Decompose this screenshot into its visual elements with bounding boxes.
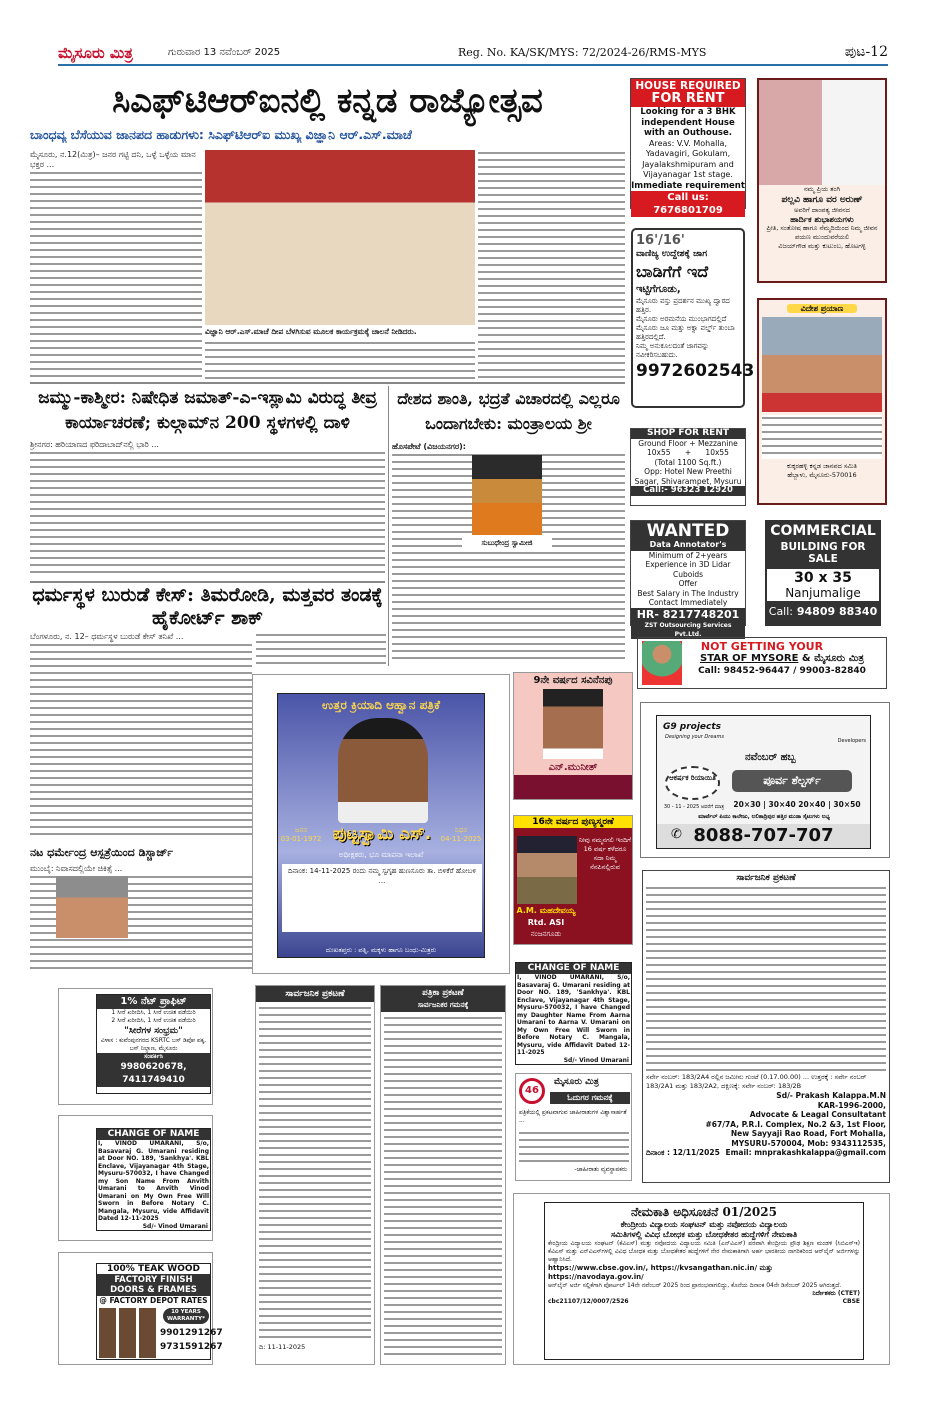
divider [388,386,389,666]
videsha-line1: ಕುಕ್ಕರಹಳ್ಳಿ ಕನ್ನಡ ಜಾನಪದ ಸಮಿತಿ [787,462,857,470]
shop-title: SHOP FOR RENT [631,429,745,439]
jammu-body-start: ಶ್ರೀನಗರ: ಹರಿಯಾಣದ ಫರಿದಾಬಾದ್‌ನಲ್ಲಿ ಭಾರಿ ... [30,440,159,449]
wanted-ad [630,520,746,638]
profit-title: 1% ನೆಟ್ ಪ್ರಾಫಿಟ್ [97,995,210,1009]
dharmendra-body-start: ಮುಂಬೈ: ನಿವಾಸದಲ್ಲಿಯೇ ಚಿಕಿತ್ಸೆ ... [30,864,123,873]
name-son-body: I, VINOD UMARANI, S/o, Basavaraj G. Umarani residing at Door NO. 189, 'Sankhya'. KBL Enclave, Vijayanagar 4th Stage, Mysuru-570032, I have Changed my Son Name From Anvith Umarani to Anvith Vinod Umarani on My Own Free Will Sworn in Before Notary C. Mangala, Mysuru, vide Affidavit Dated 12-11-2025 [98,1140,209,1222]
memorial-ad-2 [513,815,633,945]
patrika-sub: ಸಾರ್ವಜನಿಕರ ಗಮನಕ್ಕೆ [417,1001,469,1009]
public1-date: ದಿ: 11-11-2025 [259,1343,306,1351]
recruit-body: ಕೇಂದ್ರೀಯ ವಿದ್ಯಾಲಯ ಸಂಘಟನ್ (ಕೆವಿಎಸ್) ಮತ್ತು ನವೋದಯ ವಿದ್ಯಾಲಯ ಸಮಿತಿ (ಎನ್‌ವಿಎಸ್) ಪರವಾಗಿ ಕೇಂದ್ರೀಯ ಪ್ರೌಢ ಶಿಕ್ಷಣ ಮಂಡಳಿ (ಸಿಬಿಎಸ್‌ಇ) ಕೆವಿಎಸ್ ಮತ್ತು ಎನ್‌ವಿಎಸ್‌ಗಳಲ್ಲಿ ವಿವಿಧ ಬೋಧಕ ಮತ್ತು ಬೋಧಕೇತರ ಹುದ್ದೆಗಳಿಗೆ ನೇರ ನೇಮಕಾತಿಗಾಗಿ ಅರ್ಹ ಭಾರತೀಯ ನಾಗರಿಕರಿಂದ ಆನ್‌ಲೈನ್ ಅರ್ಜಿಗಳನ್ನು ಆಹ್ವಾನಿಸಿದೆ. [548,1240,860,1263]
obituary-ad [252,674,510,974]
recruit-title: ನೇಮಕಾತಿ ಅಧಿಸೂಚನೆ 01/2025 [631,1205,777,1219]
shop-16-ad [631,228,755,408]
readers-notice [515,1073,632,1181]
shop-line3: (Total 1100 Sq.ft.) [654,457,722,467]
obituary-designation: ಅಧೀಕ್ಷಕರು, ಭೂ ಮಾಪನಾ ಇಲಾಖೆ [338,850,424,859]
profit-contact: ಸಂಪರ್ಕಿಸಿ [144,1053,163,1060]
house-line2: independent House [641,117,735,128]
g9-logo: G9 projects [663,722,722,732]
wedding-wishes-ad [757,78,887,283]
change-of-name-son [58,1115,213,1241]
house-call: Call us: 7676801709 [631,191,745,217]
public2-addr3: MYSURU-570004, Mob: 9343112535, [731,1138,886,1148]
g9-deadline: 30 - 11 - 2025 ಅವರೆಗೆ ಮಾತ್ರ [663,804,725,810]
recruitment-notice [513,1193,890,1365]
recruit-director: ನಿರ್ದೇಶಕರು (CTET) [812,1290,860,1297]
teak-phone1: 9901291267 [160,1328,223,1338]
memorial2-photo [517,836,577,904]
g9-project-name: ಪೂರ್ವ ಶೆಲ್ಟರ್ಸ್ [732,770,852,792]
obituary-name: ಪುಟ್ಟಸ್ವಾಮಿ ಎಸ್. [332,824,432,844]
divider [30,581,385,583]
reader-sign: -ಜಾಹೀರಾತು ವ್ಯವಸ್ಥಾಪಕರು [574,1166,627,1173]
memorial2-text: ನೀವು ನಮ್ಮನಗಲಿ ಇಂದಿಗೆ 16 ವರ್ಷ ಕಳೆದರೂ ಸದಾ ನಿಮ್ಮ ನೆನಪಿನಲ್ಲಿರುವ [579,836,631,871]
mantralaya-body-start: ಹೊಸಪೇಟೆ (ವಿಜಯನಗರ): [392,442,466,451]
lead-subhead: ಬಾಂಧವ್ಯ ಬೆಸೆಯುವ ಜಾನಪದ ಹಾಡುಗಳು: ಸಿಎಫ್‌ಟಿಆರ್‌ಐ ಮುಖ್ಯ ವಿಜ್ಞಾನಿ ಆರ್.ಎಸ್.ಮಾಚೆ [30,127,412,142]
commercial-size: 30 x 35 [794,570,852,586]
shop16-place: ಇಟ್ಟಿಗೆಗೂಡು, [636,284,681,295]
name-daughter-body: I, VINOD UMARANI, S/o, Basavaraj G. Umarani residing at Door NO. 189, 'Sankhya'. KBL Enclave, Vijayanagar 4th Stage, Mysuru-570032, I have Changed my Daughter Name From Aarna Umarani to Aarna V. Umarani on My Own Free Will Sworn in Before Notary C. Mangala, Mysuru, vide Affidavit Dated 12-11-2025 [517,974,630,1056]
wanted-hr-phone: HR- 8217748201 [631,608,745,621]
obituary-born [280,826,322,843]
wanted-title: WANTED [646,521,730,541]
reader-brand: ಮೈಸೂರು ಮಿತ್ರ [554,1077,599,1087]
commercial-building-ad [765,520,881,626]
shop16-big: ಬಾಡಿಗೆಗೆ ಇದೆ [636,262,709,281]
commercial-call: 94809 88340 [796,605,878,618]
notgetting-amp: & [801,653,811,664]
page-number: ಪುಟ-12 [844,44,888,60]
shop16-point: ಮೈಸೂರು ವಸ್ತು ಪ್ರದರ್ಶನ ಮುಖ್ಯ ದ್ವಾರದ ಹತ್ತಿರ. [636,297,730,314]
shop16-line1: ವಾಣಿಜ್ಯ ಉದ್ದೇಶಕ್ಕೆ ಜಾಗ [636,249,708,259]
dharmendra-photo [56,876,128,938]
public-notice-1 [255,985,375,1365]
commercial-line2: BUILDING FOR SALE [780,541,866,565]
memorial2-title: 16ನೇ ವರ್ಷದ ಪುಣ್ಯಸ್ಮರಣೆ [514,816,632,828]
notgetting-call: Call: 98452-96447 / 99003-82840 [698,666,866,676]
phone-icon: ✆ [671,827,682,842]
name-son-sign: Sd/- Vinod Umarani [142,1222,208,1230]
public2-kar: KAR-1996-2000, [817,1100,886,1110]
couple-line1: ನಮ್ಮ ಪ್ರಿಯ ತಂಗಿ [803,185,841,193]
house-title2: FOR RENT [651,91,725,106]
v-developers-logo: Developers [837,738,866,744]
dharmasthala-body [30,632,252,840]
saree-offer-ad [58,988,213,1105]
teak-warranty: 10 YEARS WARRANTY* [163,1308,209,1324]
house-line3: with an Outhouse. [644,128,732,138]
obituary-died [440,826,482,843]
wanted-line5: Contact Immediately [648,598,728,607]
wanted-line2: Experience in 3D Lidar Cuboids [645,560,731,579]
public2-addr2: New Sayyaji Rao Road, Fort Mohalla, [730,1129,886,1138]
door-images [99,1308,159,1358]
notgetting-star: STAR OF MYSORE [700,653,799,664]
memorial2-rank: Rtd. ASI [527,918,565,927]
patrika-text [384,1015,502,1355]
g9-phone: 8088-707-707 [693,825,834,846]
shop16-phone: 9972602543 [636,361,755,381]
shop16-point: ನಿಮ್ಮ ಅನುಕೂಲದಂತೆ ಜಾಗವನ್ನು ನವೀಕರಿಸಬಹುದು. [636,342,709,359]
shop-for-rent-ad [630,428,746,506]
wanted-line3: Offer [678,579,698,588]
mantralaya-headline: ದೇಶದ ಶಾಂತಿ, ಭದ್ರತೆ ವಿಚಾರದಲ್ಲಿ ಎಲ್ಲರೂ ಒಂದಾಗಬೇಕು: ಮಂತ್ರಾಲಯ ಶ್ರೀ [397,389,620,433]
subscription-ad [637,637,887,689]
public2-sign: Sd/- Prakash Kalappa.M.N [776,1091,886,1100]
divider [30,382,625,384]
newsboy-icon [642,641,682,685]
g9-location: ಮಾರ್ಟೆಲ್ ಪಿಯು ಕಾಲೇಜು, ಲಲಿತಾದ್ರಿಪುರ ಹತ್ತಿರ ಮುಡಾ ಸೈಟುಗಳು ಲಭ್ಯ [698,814,830,820]
lead-body-start: ಮೈಸೂರು, ನ.12(ಮಿತ್ರ)– ಜನರ ಗಟ್ಟಿ ದನಿ, ಒಳ್ಳೆ ಒಳ್ಳೆಯ ಮಾನ ಭಕ್ತರ ... [30,150,196,169]
public2-date: ದಿನಾಂಕ : 12/11/2025 [646,1148,720,1157]
dharmendra-headline: ನಟ ಧರ್ಮೇಂದ್ರ ಆಸ್ಪತ್ರೆಯಿಂದ ಡಿಸ್ಚಾರ್ಜ್ [30,846,173,859]
couple-names: ಪಲ್ಲವಿ ಹಾಗೂ ವರ ಅರುಣ್ [781,195,863,205]
change-of-name-daughter [515,962,632,1065]
videsha-title: ವಿದೇಶ ಪ್ರಯಾಣ [787,304,857,313]
public2-addr1: #67/7A, P.R.I. Complex, No.2 &3, 1st Floor, [705,1119,886,1129]
shop-line2: 10x55 + 10x55 [647,448,729,457]
profit-address: ವಿಳಾಸ : ಕುವೆಂಪುನಗರದ KSRTC ಬಸ್ ಡಿಪೋ ಪಕ್ಕ, ಬಸ್ ನಿಲ್ದಾಣ, ಮೈಸೂರು [100,1037,207,1052]
recruit-code: cbc21107/12/0007/2526 [548,1298,629,1305]
public2-email: Email: mnprakashkalappa@gmail.com [725,1148,886,1157]
lead-photo [205,150,475,325]
memorial1-photo [543,689,603,759]
wanted-sub: Data Annotator's [649,540,727,549]
name-daughter-title: CHANGE OF NAME [516,963,631,974]
couple-line4: ಪ್ರೀತಿ, ಸಂತೋಷ ಹಾಗೂ ನೆಮ್ಮದಿಯಿಂದ ನಿಮ್ಮ ಜೀವನ ಪಯಣ ಮುಂದುವರೆಯಲಿ [766,224,878,241]
recruit-sub1: ಕೇಂದ್ರೀಯ ವಿದ್ಯಾಲಯ ಸಂಘಟನ್ ಮತ್ತು ನವೋದಯ ವಿದ್ಯಾಲಯ [620,1220,788,1229]
shop-call: Call:- 96323 12920 [631,486,745,496]
recruit-tail: ಆನ್‌ಲೈನ್ ಅರ್ಜಿ ಸಲ್ಲಿಕೆಗಾಗಿ ಪೋರ್ಟಲ್ 14ನೇ ನವೆಂಬರ್ 2025 ರಿಂದ ಪ್ರಾರಂಭವಾಗಲಿದ್ದು, ಕೊನೆಯ ದಿನಾಂಕ 04ನೇ ಡಿಸೆಂಬರ್ 2025 ಆಗಿರುತ್ತದೆ. [548,1282,842,1289]
teak-line1: 100% TEAK WOOD [107,1264,200,1274]
died-date: 04-11-2025 [440,835,482,843]
videsha-photo [762,317,882,412]
lead-photo-caption: ವಿಜ್ಞಾನಿ ಆರ್.ಎಸ್.ಮಾಚೆ ದೀಪ ಬೆಳಗಿಸುವ ಮೂಲಕ ಕಾರ್ಯಕ್ರಮಕ್ಕೆ ಚಾಲನೆ ನೀಡಿದರು. [205,327,417,336]
died-label: ನಿಧನ [454,826,468,834]
reader-text [519,1130,629,1162]
swamiji-photo [472,455,542,535]
commercial-line1: COMMERCIAL [770,523,876,539]
lead-body-col3 [478,150,625,380]
shop16-point: ಮೈಸೂರು ಅರಮನೆಯ ಮುಂಭಾಗದಲ್ಲಿದೆ [636,315,727,323]
g9-festival: ನವೆಂಬರ್ ಹಬ್ಬ [745,752,796,763]
shop16-point: ಮೈಸೂರು ಜೂ ಮತ್ತು ಅಕ್ವಾ ವರ್ಲ್ಡ್ ತುಂಬಾ ಹತ್ತಿರದಲ್ಲಿದೆ. [636,324,735,341]
g9-offer-burst: ಆಕರ್ಷಕ ರಿಯಾಯಿತಿ [665,766,720,800]
recruit-org: CBSE [842,1298,860,1305]
videsha-text [762,415,882,459]
house-immediate: Immediate requirement [631,180,745,191]
public1-text [259,1005,371,1340]
wanted-line4: Best Salary in The Industry [637,588,739,598]
commercial-place: Nanjumalige [785,586,861,600]
shop16-size: 16'/16' [636,233,685,248]
public2-survey: ಸರ್ವೇ ನಂಬರ್: 183/2A4 ರಲ್ಲಿನ ಜಮೀನು ಗುಂಟೆ (0.17.00.00) ... ಉತ್ತರಕ್ಕೆ : ಸರ್ವೇ ನಂಬರ್ 183/2A1 ಮತ್ತು 183/2A2, ದಕ್ಷಿಣಕ್ಕೆ: ಸರ್ವೇ ನಂಬರ್: 183/2B [646,1073,867,1090]
g9-projects-ad [640,702,890,858]
g9-tagline: Designing your Dreams [665,734,724,740]
profit-line2: 2 ಸೀರೆ ಖರೀದಿಸಿ, 1 ಸೀರೆ ಉಚಿತ ಪಡೆಯಿರಿ [111,1017,196,1024]
profit-phone: 9980620678, 7411749410 [120,1062,187,1085]
dharmasthala-headline: ಧರ್ಮಸ್ಥಳ ಬುರುಡೆ ಕೇಸ್: ತಿಮರೋಡಿ, ಮತ್ತವರ ತಂಡಕ್ಕೆ ಹೈಕೋರ್ಟ್ ಶಾಕ್ [32,584,383,629]
videsha-line2: ಹೆಬ್ಬಾಳು, ಮೈಸೂರು-570016 [787,471,857,479]
teak-doors-ad [58,1252,223,1365]
obituary-photo [338,718,428,823]
masthead-logo: ಮೈಸೂರು ಮಿತ್ರ [58,44,133,62]
notgetting-mitra: ಮೈಸೂರು ಮಿತ್ರ [814,653,864,664]
shop-line4: Opp: Hotel New Preethi Sagar, Shivarampet, Mysuru [634,467,742,486]
registration-number: Reg. No. KA/SK/MYS: 72/2024-26/RMS-MYS [458,46,707,59]
dharmasthala-body-col2 [256,632,386,666]
memorial1-text [514,775,632,799]
memorial2-place: ನಂಜನಗೂಡು [530,930,562,938]
reader-body: ಪತ್ರಿಕೆಯಲ್ಲಿ ಪ್ರಕಟವಾಗುವ ಜಾಹೀರಾತುಗಳ ವಿಶ್ವಾಸಾರ್ಹತೆ ... [519,1109,627,1124]
masthead-bar [58,42,888,66]
memorial1-name: ಎನ್.ಮುನೀತ್ [548,762,598,773]
couple-photo [759,80,885,185]
born-date: 03-01-1972 [280,835,322,843]
recruit-sub2: ಸಮಿತಿಗಳಲ್ಲಿ ವಿವಿಧ ಬೋಧಕ ಮತ್ತು ಬೋಧಕೇತರ ಹುದ್ದೆಗಳಿಗೆ ನೇಮಕಾತಿ [610,1230,798,1239]
reader-title: ಓದುಗರ ಗಮನಕ್ಕೆ [550,1092,630,1104]
public2-title: ಸಾರ್ವಜನಿಕ ಪ್ರಕಟಣೆ [736,873,796,883]
lead-body-col2 [205,340,475,380]
lead-body-col1 [30,150,202,380]
swamiji-caption: ಸುಬುಧೇಂದ್ರ ಸ್ವಾಮೀಜಿ [462,538,552,548]
obituary-footer: ದುಃಖತಪ್ತರು : ಪತ್ನಿ, ಮಕ್ಕಳು ಹಾಗೂ ಬಂಧು-ಮಿತ್ರರು [325,946,437,954]
house-areas: Areas: V.V. Mohalla, Yadavagiri, Gokulam, Jayalakshmipuram and Vijayanagar 1st stage. [642,138,734,179]
anniversary-badge: 46 [519,1078,545,1104]
public2-role: Advocate & Leagal Consultatant [749,1110,886,1119]
memorial2-name: A.M. ಮಹದೇವಯ್ಯ [516,906,576,915]
commercial-call-label: Call: [768,605,794,618]
wanted-line1: Minimum of 2+years [648,550,728,560]
profit-line3: "ಸೀರೆಗಳ ಸಂಭ್ರಮ" [124,1026,183,1036]
teak-line4: @ FACTORY DEPOT RATES [99,1296,208,1305]
obituary-title: ಉತ್ತರ ಕ್ರಿಯಾದಿ ಆಹ್ವಾನ ಪತ್ರಿಕೆ [321,698,441,712]
g9-plot-sizes: 20×30 | 30×40 20×40 | 30×50 [733,800,861,809]
jammu-body [30,440,385,578]
memorial-ad-1 [513,672,633,800]
born-label: ಜನನ [294,826,308,834]
notgetting-line1: NOT GETTING YOUR [700,640,824,653]
house-title1: HOUSE REQUIRED [635,80,741,92]
public-notice-advocate [642,870,890,1183]
lead-headline: ಸಿಎಫ್‌ಟಿಆರ್‌ಐನಲ್ಲಿ ಕನ್ನಡ ರಾಜ್ಯೋತ್ಸವ [112,81,543,121]
g9-phone-row [657,824,870,848]
house-line1: Looking for a 3 BHK [640,107,736,117]
public2-text [646,885,886,1073]
obituary-body: ದಿನಾಂಕ: 14-11-2025 ರಂದು ನಮ್ಮ ಸ್ವಗೃಹ ಹುಣಸೂರು ತಾ. ಬಿಳಿಕೆರೆ ಹೋಬಳಿ ... [282,864,482,932]
jammu-headline: ಜಮ್ಮು-ಕಾಶ್ಮೀರ: ನಿಷೇಧಿತ ಜಮಾತ್-ಎ-ಇಸ್ಲಾಮಿ ವಿರುದ್ಧ ತೀವ್ರ ಕಾರ್ಯಾಚರಣೆ; ಕುಲ್ಗಾಮ್‌ನ 200 ಸ್ಥಳಗಳಲ್ಲಿ ದಾಳಿ [38,388,377,433]
name-daughter-sign: Sd/- Vinod Umarani [563,1056,629,1064]
dharmasthala-body-start: ಬೆಂಗಳೂರು, ನ. 12– ಧರ್ಮಸ್ಥಳ ಬುರುಡೆ ಕೇಸ್ ತನಿಖೆ ... [30,632,184,641]
wanted-company: ZST Outsourcing Services Pvt.Ltd. [631,621,745,639]
patrika-title: ಪತ್ರಿಕಾ ಪ್ರಕಟಣೆ [422,988,464,998]
memorial1-title: 9ನೇ ವರ್ಷದ ಸವಿನೆನಪು [533,675,613,686]
house-required-ad [630,78,746,216]
public1-title: ಸಾರ್ವಜನಿಕ ಪ್ರಕಟಣೆ [256,986,374,1002]
profit-line1: 1 ಸೀರೆ ಖರೀದಿಸಿ, 1 ಸೀರೆ ಉಚಿತ ಪಡೆಯಿರಿ [111,1009,196,1016]
teak-phone2: 9731591267 [160,1342,223,1352]
press-notice [380,985,506,1365]
issue-date: ಗುರುವಾರ 13 ನವೆಂಬರ್ 2025 [168,47,281,58]
couple-line3: ಹಾರ್ದಿಕ ಶುಭಾಶಯಗಳು [790,215,854,224]
teak-line3: DOORS & FRAMES [110,1285,197,1295]
teak-line2: FACTORY FINISH [114,1275,193,1285]
videsha-prayana-ad [757,298,887,505]
couple-line2: ಅವರಿಗೆ ದಾಂಪತ್ಯ ಜೀವನದ [794,206,850,214]
name-son-title: CHANGE OF NAME [97,1129,210,1140]
recruit-links[interactable]: https://www.cbse.gov.in/, https://kvsangathan.nic.in/ ಮತ್ತು https://navodaya.gov.in/ [548,1264,773,1281]
shop-line1: Ground Floor + Mezzanine [638,438,738,448]
couple-line5: ವಿಜಯ್‌ಗೌಡ ಮತ್ತು ಕುಟುಂಬ, ಹೊಟಗಳ್ಳಿ [778,242,866,250]
